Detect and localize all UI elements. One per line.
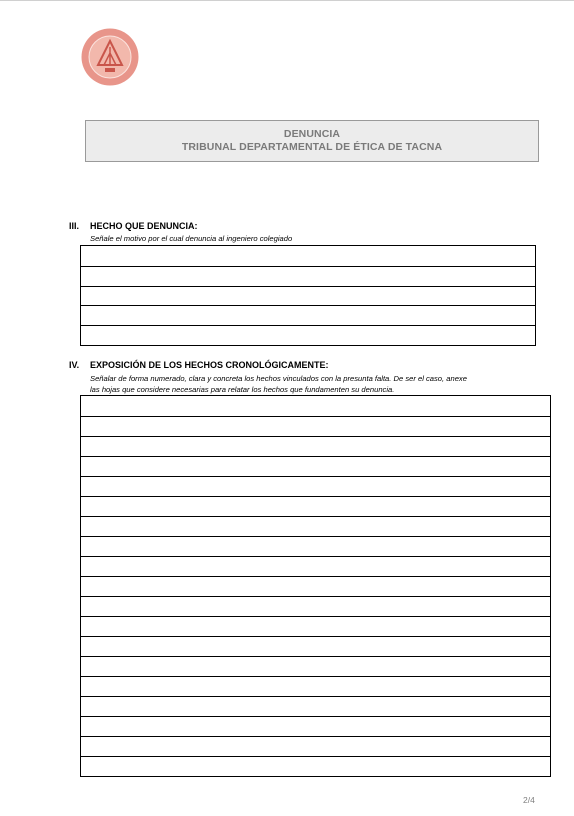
writing-line[interactable] <box>81 536 550 556</box>
section-4-instruction-line-1: Señalar de forma numerado, clara y concreta los hechos vinculados con la presunta falta. De ser el caso, anexe <box>90 374 467 383</box>
writing-line[interactable] <box>81 266 535 286</box>
writing-line[interactable] <box>81 736 550 756</box>
document-subtitle: TRIBUNAL DEPARTAMENTAL DE ÉTICA DE TACNA <box>181 141 443 153</box>
writing-line[interactable] <box>81 416 550 436</box>
writing-line[interactable] <box>81 246 535 266</box>
section-4-number: IV. <box>69 360 80 370</box>
document-title: DENUNCIA <box>283 128 341 140</box>
writing-line[interactable] <box>81 286 535 306</box>
writing-line[interactable] <box>81 616 550 636</box>
section-4-title: EXPOSICIÓN DE LOS HECHOS CRONOLÓGICAMENTE: <box>90 360 329 370</box>
writing-line[interactable] <box>81 596 550 616</box>
section-4-instruction-line-2: las hojas que considere necesarias para relatar los hechos que fundamenten su denuncia. <box>90 385 395 394</box>
writing-line[interactable] <box>81 756 550 776</box>
writing-line[interactable] <box>81 656 550 676</box>
writing-line[interactable] <box>81 636 550 656</box>
section-4-heading <box>69 360 329 370</box>
writing-line[interactable] <box>81 556 550 576</box>
writing-line[interactable] <box>81 476 550 496</box>
section-3-number: III. <box>69 221 80 231</box>
section-3-writing-lines[interactable] <box>80 245 536 346</box>
document-header <box>85 120 539 162</box>
writing-line[interactable] <box>81 396 550 416</box>
section-3-title: HECHO QUE DENUNCIA: <box>90 221 198 231</box>
section-4-writing-lines[interactable] <box>80 395 551 777</box>
writing-line[interactable] <box>81 436 550 456</box>
writing-line[interactable] <box>81 716 550 736</box>
writing-line[interactable] <box>81 456 550 476</box>
section-3-instruction: Señale el motivo por el cual denuncia al ingeniero colegiado <box>90 234 293 243</box>
writing-line[interactable] <box>81 576 550 596</box>
page-number: 2/4 <box>523 795 535 805</box>
writing-line[interactable] <box>81 305 535 325</box>
writing-line[interactable] <box>81 516 550 536</box>
writing-line[interactable] <box>81 676 550 696</box>
writing-line[interactable] <box>81 696 550 716</box>
page-top-rule <box>0 0 574 1</box>
writing-line[interactable] <box>81 496 550 516</box>
writing-line[interactable] <box>81 325 535 345</box>
institution-seal-logo <box>81 28 139 86</box>
section-3-heading <box>69 221 198 231</box>
